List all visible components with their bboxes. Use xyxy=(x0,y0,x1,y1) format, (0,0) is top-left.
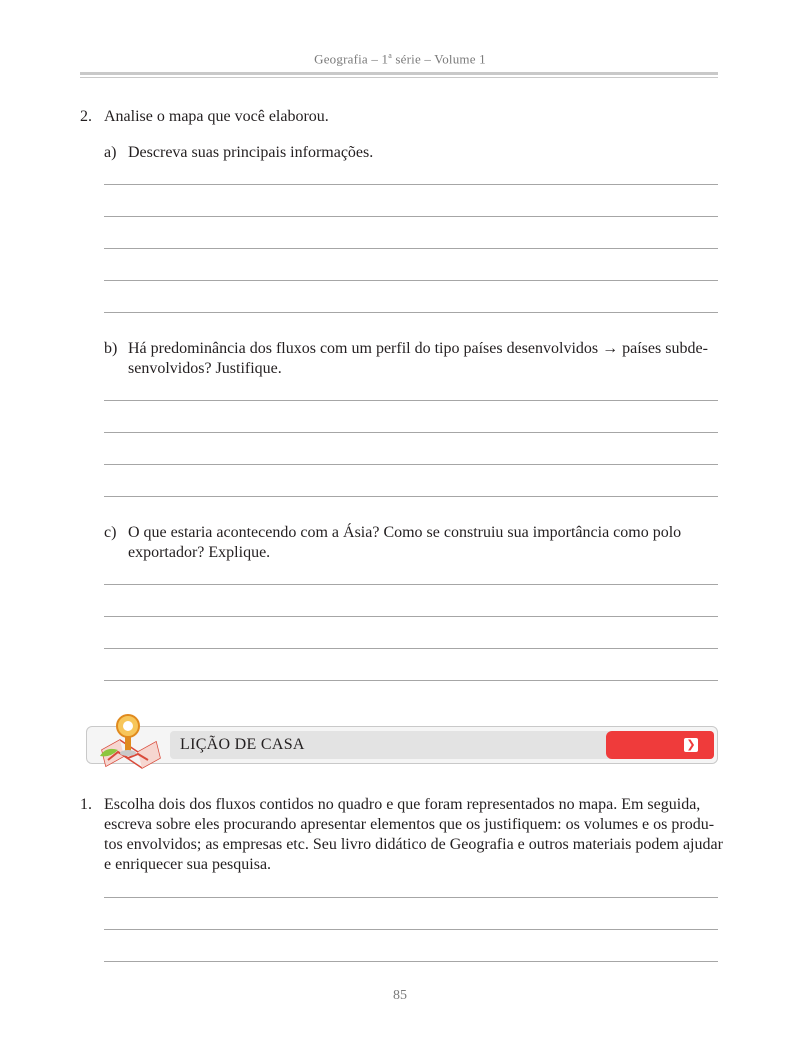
answer-line[interactable] xyxy=(104,400,718,401)
header-ordinal: a xyxy=(388,51,392,60)
answer-line[interactable] xyxy=(104,432,718,433)
answer-line[interactable] xyxy=(104,312,718,313)
question-2-text: Analise o mapa que você elaborou. xyxy=(104,108,329,125)
homework-map-icon xyxy=(98,710,166,772)
homework-1-line-1: Escolha dois dos fluxos contidos no quadro e que foram representados no mapa. Em seguida, xyxy=(104,796,701,813)
answer-line[interactable] xyxy=(104,961,718,962)
item-c-label: c) xyxy=(104,524,117,541)
header-subject: Geografia – 1 xyxy=(314,51,389,67)
item-a-text: Descreva suas principais informações. xyxy=(128,144,374,161)
item-c-line-1: O que estaria acontecendo com a Ásia? Como se construiu sua importância como polo xyxy=(128,524,682,541)
chevron-right-icon[interactable]: ❯ xyxy=(684,738,698,752)
answer-line[interactable] xyxy=(104,648,718,649)
answer-line[interactable] xyxy=(104,248,718,249)
answer-line[interactable] xyxy=(104,929,718,930)
answer-line[interactable] xyxy=(104,616,718,617)
homework-1-line-2: escreva sobre eles procurando apresentar elementos que os justifiquem: os volumes e os produ- xyxy=(104,816,715,833)
item-b-label: b) xyxy=(104,340,118,357)
answer-line[interactable] xyxy=(104,584,718,585)
item-b-line-2: senvolvidos? Justifique. xyxy=(128,360,282,377)
question-2-number: 2. xyxy=(80,108,92,125)
answer-line[interactable] xyxy=(104,680,718,681)
answer-line[interactable] xyxy=(104,280,718,281)
answer-line[interactable] xyxy=(104,216,718,217)
header-rule-thin xyxy=(80,77,718,78)
page-number: 85 xyxy=(393,988,407,1003)
header-rest: série – Volume 1 xyxy=(391,51,486,67)
item-b-line-1: Há predominância dos fluxos com um perfil do tipo países desenvolvidos → países subde- xyxy=(128,340,708,357)
homework-1-line-4: e enriquecer sua pesquisa. xyxy=(104,856,272,873)
homework-1-number: 1. xyxy=(80,796,92,813)
answer-line[interactable] xyxy=(104,184,718,185)
running-header xyxy=(0,51,800,67)
item-a-label: a) xyxy=(104,144,117,161)
homework-1-line-3: tos envolvidos; as empresas etc. Seu livro didático de Geografia e outros materiais podem ajudar xyxy=(104,836,723,853)
answer-line[interactable] xyxy=(104,496,718,497)
item-c-line-2: exportador? Explique. xyxy=(128,544,271,561)
answer-line[interactable] xyxy=(104,897,718,898)
homework-banner-label: LIÇÃO DE CASA xyxy=(180,736,305,753)
header-rule-thick xyxy=(80,72,718,75)
answer-line[interactable] xyxy=(104,464,718,465)
